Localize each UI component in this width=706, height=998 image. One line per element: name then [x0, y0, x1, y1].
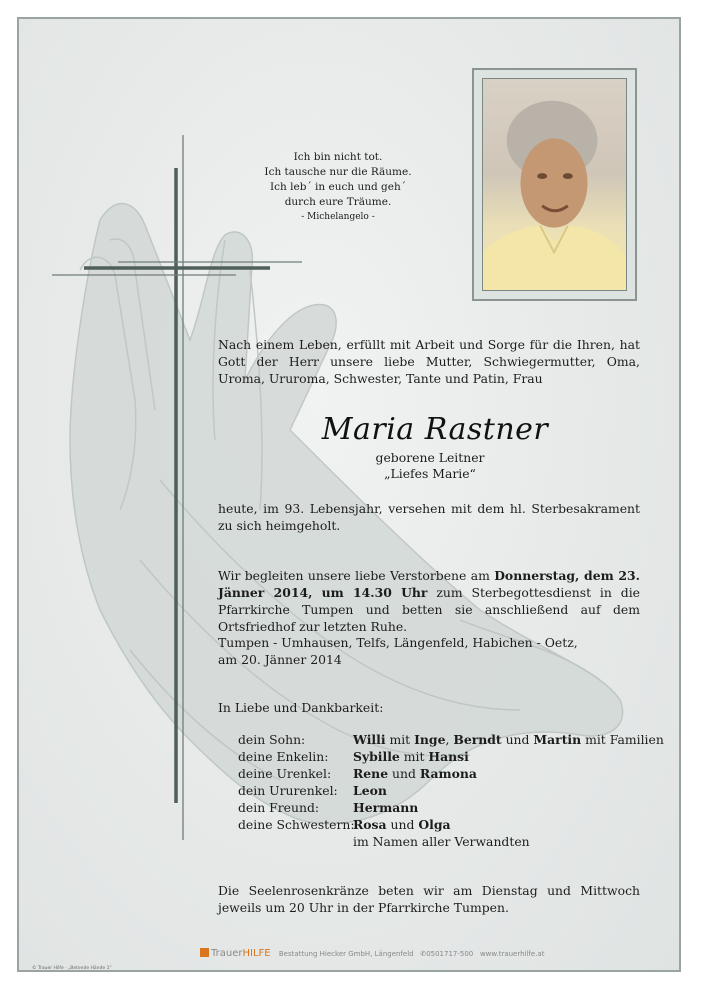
family-row	[238, 782, 658, 799]
family-text: mit	[399, 749, 429, 764]
family-row	[238, 816, 658, 833]
deceased-name: Maria Rastner	[321, 412, 549, 447]
family-row	[238, 748, 658, 765]
quote-line: Ich leb´ in euch und geh´	[270, 181, 406, 193]
family-member-name: Martin	[533, 732, 582, 747]
family-members	[353, 799, 418, 816]
portrait-photo	[482, 78, 627, 291]
family-row	[238, 833, 658, 850]
family-relation: deine Enkelin:	[238, 749, 329, 764]
family-text: mit Familien	[581, 732, 664, 747]
family-members	[353, 748, 469, 765]
family-relation: dein Ururenkel:	[238, 783, 338, 798]
intro-text: Nach einem Leben, erfüllt mit Arbeit und Sorge für die Ihren, hat Gott der Herr unsere liebe Mutter, Schwiegermutter, Oma, Uroma, Ururoma, Schwester, Tante und Patin, Frau	[218, 337, 640, 386]
phone-icon: ✆	[420, 950, 427, 958]
family-text: mit	[385, 732, 415, 747]
family-member-name: Rene	[353, 766, 389, 781]
footer-brand	[211, 948, 271, 959]
family-relation: dein Freund:	[238, 800, 320, 815]
family-member-name: Hansi	[428, 749, 469, 764]
family-members	[353, 833, 530, 850]
quote-line: Ich bin nicht tot.	[293, 151, 383, 163]
family-relation: dein Sohn:	[238, 732, 306, 747]
family-member-name: Berndt	[453, 732, 502, 747]
family-member-name: Willi	[353, 732, 386, 747]
funeral-date: Donnerstag, dem 23. Jänner 2014, um 14.30 Uhr	[218, 568, 640, 600]
family-member-name: Olga	[418, 817, 451, 832]
brand-part: Trauer	[211, 948, 243, 959]
family-text: und	[386, 817, 419, 832]
brand-part: HILFE	[242, 948, 271, 959]
family-text: im Namen aller Verwandten	[353, 834, 530, 849]
quote-line: Ich tausche nur die Räume.	[264, 166, 412, 178]
funeral-info	[218, 567, 640, 635]
gratitude-line: In Liebe und Dankbarkeit:	[218, 700, 384, 715]
rosary-text: Die Seelenrosenkränze beten wir am Dienstag und Mittwoch jeweils um 20 Uhr in der Pfarrkirche Tumpen.	[218, 883, 640, 915]
quote-author: - Michelangelo -	[301, 212, 375, 222]
footer-company: Bestattung Hiecker GmbH, Längenfeld	[278, 950, 414, 958]
footer-web: www.trauerhilfe.at	[479, 950, 545, 958]
family-member-name: Hermann	[353, 800, 419, 815]
copyright: © Trauer Hilfe · „Betende Hände 1“	[32, 966, 112, 971]
family-text: und	[501, 732, 534, 747]
funeral-text: Wir begleiten unsere liebe Verstorbene am	[218, 568, 495, 583]
family-members	[353, 731, 664, 748]
funeral-text: zum Sterbegottesdienst in die Pfarrkirche Tumpen und betten sie anschließend auf dem Ortsfriedhof zur letzten Ruhe.	[218, 585, 640, 634]
family-relation: deine Urenkel:	[238, 766, 332, 781]
family-row	[238, 799, 658, 816]
family-text: ,	[445, 732, 454, 747]
family-member-name: Rosa	[353, 817, 387, 832]
trauerhilfe-logo-icon	[200, 948, 209, 957]
family-row	[238, 765, 658, 782]
birth-name: geborene Leitner	[375, 450, 485, 465]
family-members	[353, 782, 387, 799]
family-row	[238, 731, 664, 748]
family-member-name: Sybille	[353, 749, 400, 764]
footer	[200, 948, 545, 962]
family-member-name: Leon	[353, 783, 387, 798]
family-member-name: Inge	[414, 732, 446, 747]
quote-line: durch eure Träume.	[284, 196, 392, 208]
nickname: „Liefes Marie“	[384, 466, 476, 481]
portrait-frame	[472, 68, 637, 301]
date-line: am 20. Jänner 2014	[218, 652, 342, 667]
family-text: und	[388, 766, 420, 781]
place-line: Tumpen - Umhausen, Telfs, Längenfeld, Habichen - Oetz,	[218, 635, 578, 650]
death-notice: heute, im 93. Lebensjahr, versehen mit dem hl. Sterbesakrament zu sich heimgeholt.	[218, 501, 640, 533]
family-member-name: Ramona	[419, 766, 477, 781]
family-members	[353, 765, 477, 782]
family-members	[353, 816, 451, 833]
footer-phone: 0501717-500	[426, 950, 474, 958]
family-relation: deine Schwestern:	[238, 817, 355, 832]
memorial-quote	[258, 150, 418, 225]
